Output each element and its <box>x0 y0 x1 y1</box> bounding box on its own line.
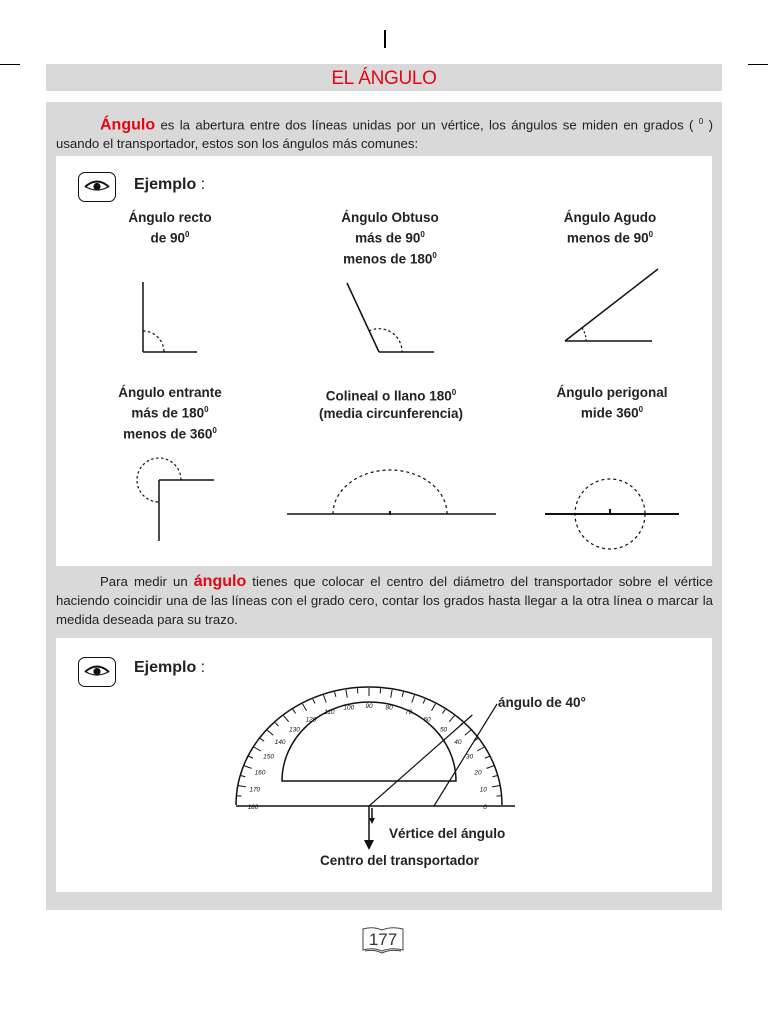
protractor-tick-label: 0 <box>483 804 487 811</box>
protractor-tick <box>313 699 315 704</box>
caption-obtuse-angle: Ángulo Obtuso más de $90^0$ menos de $180^0$ <box>341 210 439 266</box>
protractor-tick <box>432 704 436 711</box>
protractor-tick <box>284 716 289 722</box>
protractor-tick <box>486 766 494 769</box>
intro-text-2: ) usando el transportador, estos son los ángulos más comunes: <box>56 117 713 152</box>
protractor-tick <box>346 690 347 698</box>
center-label: Centro del transportador <box>320 853 480 868</box>
protractor-tick-label: 170 <box>249 786 261 794</box>
page-title: EL ÁNGULO <box>46 64 722 91</box>
protractor-tick <box>412 695 415 703</box>
intro-keyword: Ángulo <box>100 116 156 134</box>
protractor-tick-label: 160 <box>254 769 266 777</box>
vertex-bracket-head <box>369 818 375 824</box>
degree-symbol: 0 <box>698 117 704 126</box>
protractor-tick-label: 140 <box>274 739 286 747</box>
page-number: 177 <box>368 930 398 949</box>
protractor-tick <box>241 775 246 776</box>
angle-ray <box>369 715 472 806</box>
protractor-tick <box>244 766 252 769</box>
protractor-tick-label: 90 <box>365 703 373 710</box>
protractor-tick <box>402 692 403 697</box>
protractor-tick <box>477 747 484 751</box>
protractor-tick <box>303 704 307 711</box>
example-label-2: Ejemplo : <box>134 659 206 676</box>
protractor-tick-label: 180 <box>247 804 259 811</box>
protractor-tick-label: 120 <box>305 716 317 724</box>
measure-keyword: ángulo <box>193 573 247 590</box>
caption-acute-angle: Ángulo Agudo menos de $90^0$ <box>563 210 657 246</box>
caption-full-angle: Ángulo perigonal mide $360^0$ <box>556 385 668 421</box>
protractor-tick <box>423 699 425 704</box>
protractor-tick-label: 80 <box>385 704 393 712</box>
protractor-tick-label: 100 <box>343 704 355 712</box>
protractor-tick-label: 40 <box>454 739 462 747</box>
angle-label: ángulo de 40° <box>498 695 586 710</box>
vertex-label: Vértice del ángulo <box>389 826 506 841</box>
protractor-tick-label: 10 <box>479 786 487 794</box>
protractor-tick <box>238 786 246 787</box>
protractor-tick <box>254 747 261 751</box>
protractor-tick <box>267 730 273 735</box>
caption-straight-angle: Colineal o llano $180^0$ (media circunferencia) <box>318 388 464 421</box>
vertex-arrow-head <box>364 840 374 850</box>
protractor-tick <box>324 695 327 703</box>
protractor-tick <box>335 692 336 697</box>
protractor-tick <box>293 709 296 713</box>
protractor-tick <box>465 730 471 735</box>
protractor-tick-label: 60 <box>423 716 431 724</box>
protractor-tick <box>248 756 253 758</box>
protractor-tick <box>485 756 490 758</box>
caption-right-angle: Ángulo recto de $90^0$ <box>128 210 212 246</box>
protractor-tick-label: 130 <box>289 726 300 734</box>
example-label: Ejemplo : <box>134 176 206 193</box>
protractor-tick-label: 110 <box>324 709 335 717</box>
protractor-tick <box>449 716 454 722</box>
protractor-tick <box>260 738 264 741</box>
protractor-tick <box>442 709 445 713</box>
protractor-tick-label: 20 <box>474 769 482 777</box>
protractor-tick <box>493 775 498 776</box>
caption-reflex-angle: Ángulo entrante más de $180^0$ menos de $360^0$ <box>118 385 222 441</box>
protractor-tick <box>275 723 279 727</box>
intro-text-1: es la abertura entre dos líneas unidas por un vértice, los ángulos se miden en grados ( <box>155 117 699 133</box>
protractor-tick-label: 150 <box>263 753 274 761</box>
measure-paragraph: Para medir un ángulo tienes que colocar el centro del diámetro del transportador sobre el vértice haciendo coincidir una de las líneas con el grado cero, contar los grados hasta llegar a la otra línea o marcar la medida deseada para su trazo. <box>56 573 713 627</box>
protractor-inner-arc <box>282 702 456 781</box>
protractor-tick-label: 50 <box>439 726 448 734</box>
protractor-tick-label: 70 <box>405 709 413 717</box>
protractor-tick <box>492 786 500 787</box>
protractor-tick-label: 30 <box>465 753 474 761</box>
protractor-tick <box>391 690 392 698</box>
